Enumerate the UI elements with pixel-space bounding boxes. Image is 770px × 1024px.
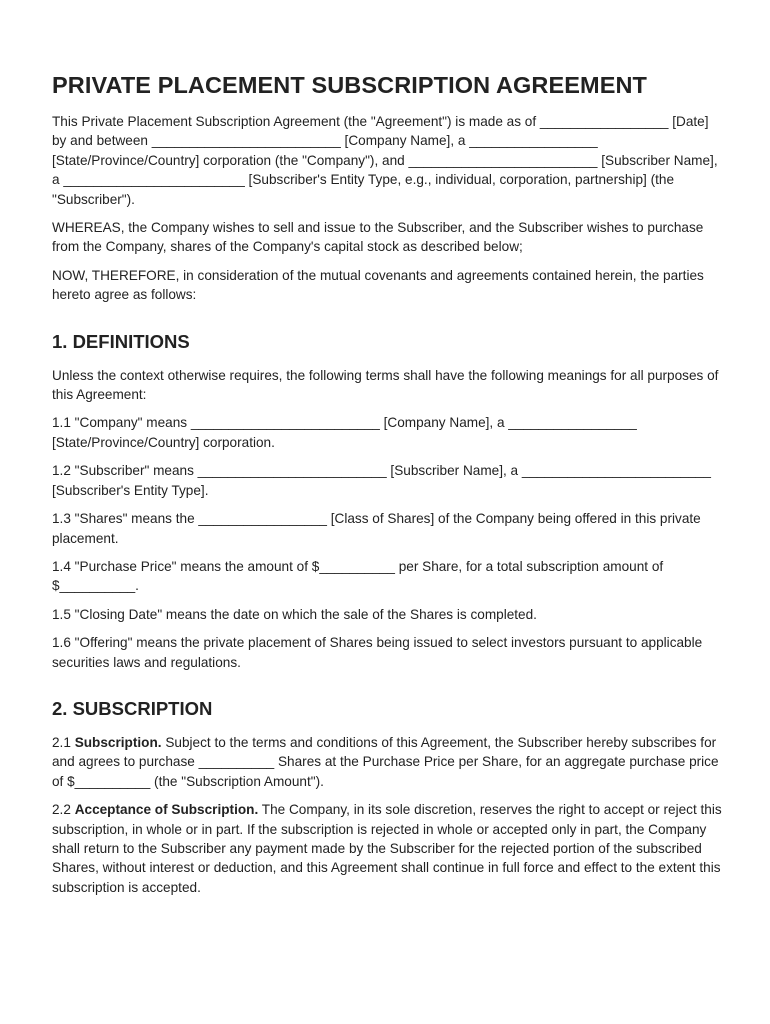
section-intro: Unless the context otherwise requires, the following terms shall have the following meanings for all purposes of this Agreement: xyxy=(52,367,719,403)
document-page xyxy=(52,70,722,906)
subscription-clause xyxy=(52,733,722,791)
clause-text: Subject to the terms and conditions of this Agreement, the Subscriber hereby subscribes for and agrees to purchase __________ Shares at the Purchase Price per Share, for an aggregate purchase price of $__________ (the "Subscription Amount"). xyxy=(52,734,719,789)
section-heading: 2. SUBSCRIPTION xyxy=(52,697,213,719)
section-subscription xyxy=(52,697,722,897)
whereas-paragraph: WHEREAS, the Company wishes to sell and issue to the Subscriber, and the Subscriber wishes to purchase from the Company, shares of the Company's capital stock as described below; xyxy=(52,220,704,255)
clause-title: Subscription. xyxy=(74,734,162,750)
definition-item: 1.3 "Shares" means the _________________ [Class of Shares] of the Company being offered in this private placement. xyxy=(52,511,701,546)
definition-item: 1.1 "Company" means _________________________ [Company Name], a _________________ [State/Province/Country] corporation. xyxy=(52,415,637,450)
clause-text: The Company, in its sole discretion, reserves the right to accept or reject this subscription, in whole or in part. If the subscription is rejected in whole or accepted only in part, the Company shall return to the Subscriber any payment made by the Subscriber for the rejected portion of the subscribed Shares, without interest or deduction, and this Agreement shall continue in full force and effect to the extent this subscription is accepted. xyxy=(52,802,722,895)
definition-item: 1.6 "Offering" means the private placement of Shares being issued to select investors pursuant to applicable securities laws and regulations. xyxy=(52,635,703,670)
clause-number: 2.2 xyxy=(52,802,75,818)
section-heading: 1. DEFINITIONS xyxy=(52,330,190,352)
intro-paragraph: This Private Placement Subscription Agreement (the "Agreement") is made as of _________________ [Date] by and between _________________________ [Company Name], a _________________ [State/Province/Country] corporation (the "Company"), and _________________________ [Subscriber Name], a ________________________ [Subscriber's Entity Type, e.g., individual, corporation, partnership] (the "Subscriber"). xyxy=(52,114,718,207)
acceptance-clause xyxy=(52,800,722,897)
definition-item: 1.2 "Subscriber" means _________________________ [Subscriber Name], a _________________________ [Subscriber's Entity Type]. xyxy=(52,463,711,498)
now-therefore-paragraph: NOW, THEREFORE, in consideration of the mutual covenants and agreements contained herein, the parties hereto agree as follows: xyxy=(52,267,704,303)
section-definitions xyxy=(52,330,722,672)
definition-item: 1.4 "Purchase Price" means the amount of $__________ per Share, for a total subscription amount of $__________. xyxy=(52,558,664,594)
document-title: PRIVATE PLACEMENT SUBSCRIPTION AGREEMENT xyxy=(52,72,648,98)
clause-title: Acceptance of Subscription. xyxy=(74,802,259,818)
clause-number: 2.1 xyxy=(52,734,75,750)
definition-item: 1.5 "Closing Date" means the date on which the sale of the Shares is completed. xyxy=(52,606,537,622)
